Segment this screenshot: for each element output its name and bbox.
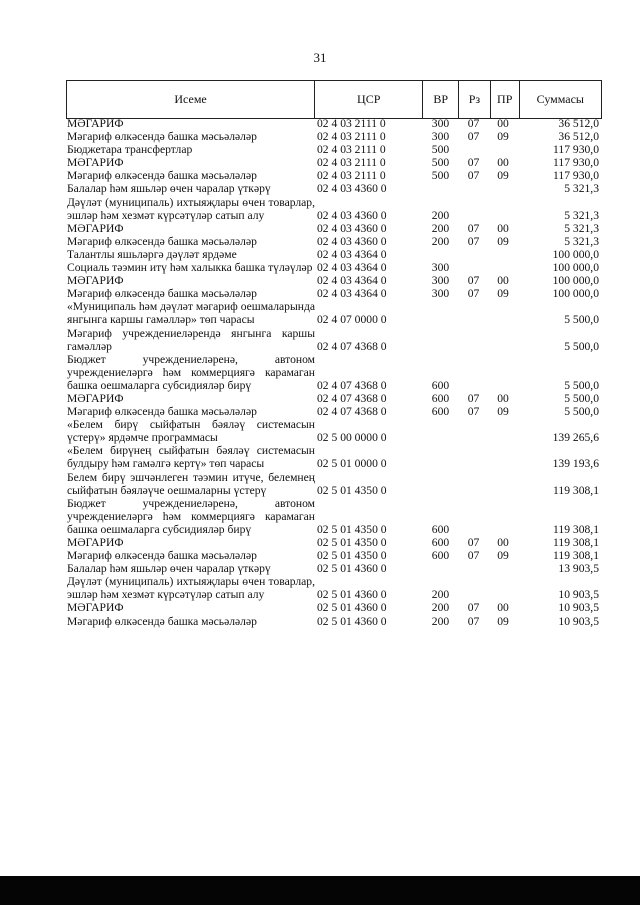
cell-sum: 5 500,0 — [564, 378, 599, 392]
table-row — [66, 392, 600, 405]
cell-csr: 02 5 01 4350 0 — [317, 483, 387, 497]
cell-sum: 5 321,3 — [564, 182, 599, 196]
cell-pr: 00 — [497, 221, 509, 235]
header-sum: Суммасы — [536, 92, 584, 106]
table-row — [66, 497, 600, 536]
cell-sum: 5 321,3 — [564, 234, 599, 248]
cell-name: Социаль тәэмин итү һәм халыкка башка түләүләр — [67, 261, 313, 275]
cell-sum: 5 500,0 — [564, 391, 599, 405]
table-row — [66, 353, 600, 392]
cell-vr: 300 — [431, 274, 450, 288]
header-rz: Рз — [459, 81, 491, 118]
cell-rz — [458, 261, 489, 274]
cell-csr: 02 5 01 4350 0 — [317, 522, 387, 536]
cell-csr: 02 4 03 4360 0 — [317, 208, 387, 222]
cell-name: Мәгариф өлкәсендә башка мәсьәләләр — [67, 169, 257, 183]
cell-pr — [489, 418, 517, 444]
cell-pr: 00 — [497, 156, 509, 170]
cell-vr — [423, 562, 458, 575]
cell-name: Мәгариф өлкәсендә башка мәсьәләләр — [67, 130, 257, 144]
cell-pr — [489, 261, 517, 274]
cell-name: МӘГАРИФ — [67, 601, 124, 615]
scan-edge — [0, 876, 640, 905]
cell-csr: 02 4 03 4360 0 — [317, 182, 387, 196]
cell-csr: 02 4 03 2111 0 — [317, 143, 386, 157]
cell-name: МӘГАРИФ — [67, 117, 124, 130]
cell-csr: 02 4 07 4368 0 — [317, 378, 387, 392]
cell-sum: 36 512,0 — [558, 117, 599, 130]
header-name: Исеме — [67, 81, 315, 118]
cell-name: Бюджет учреждениеләренә, автоном учреждениеләргә һәм коммерциягә карамаган башка оешмаларга субсидияләр бирү — [67, 496, 315, 536]
table-row — [66, 549, 600, 562]
cell-sum: 117 930,0 — [553, 143, 599, 157]
table-row — [66, 156, 600, 169]
cell-name: Балалар һәм яшьләр өчен чаралар үткәрү — [67, 562, 271, 576]
cell-vr: 600 — [431, 522, 450, 536]
cell-csr: 02 4 03 4364 0 — [317, 274, 387, 288]
table-row — [66, 405, 600, 418]
cell-name: МӘГАРИФ — [67, 221, 124, 235]
cell-pr: 09 — [497, 405, 509, 419]
cell-csr: 02 5 00 0000 0 — [317, 431, 387, 445]
cell-rz: 07 — [467, 274, 480, 288]
cell-rz — [458, 196, 489, 222]
cell-csr: 02 4 03 4364 0 — [317, 247, 387, 261]
table-row — [66, 471, 600, 497]
cell-vr: 200 — [431, 601, 450, 615]
cell-sum: 100 000,0 — [552, 261, 599, 275]
cell-pr — [489, 300, 517, 326]
cell-pr — [489, 575, 517, 601]
cell-sum: 13 903,5 — [558, 562, 599, 576]
cell-name: Мәгариф өлкәсендә башка мәсьәләләр — [67, 405, 257, 419]
cell-name: Мәгариф өлкәсендә башка мәсьәләләр — [67, 287, 257, 301]
header-csr: ЦСР — [315, 81, 423, 118]
cell-pr: 09 — [497, 234, 509, 248]
cell-sum: 5 500,0 — [564, 339, 599, 353]
cell-pr: 09 — [497, 549, 509, 563]
cell-sum: 117 930,0 — [553, 169, 599, 183]
table-row — [66, 130, 600, 143]
cell-csr: 02 5 01 4350 0 — [317, 536, 387, 549]
cell-pr — [489, 444, 517, 470]
cell-rz — [458, 143, 489, 156]
cell-csr: 02 4 03 4364 0 — [317, 287, 387, 301]
cell-pr — [489, 471, 517, 497]
cell-sum: 139 193,6 — [552, 457, 599, 471]
cell-name: Мәгариф өлкәсендә башка мәсьәләләр — [67, 234, 257, 248]
cell-csr: 02 4 03 4360 0 — [317, 221, 387, 235]
cell-vr: 300 — [431, 117, 450, 130]
cell-name: Дәүләт (муниципаль) ихтыяҗлары өчен товарлар, эшләр һәм хезмәт күрсәтүләр сатып алу — [67, 195, 315, 222]
cell-csr: 02 5 01 4350 0 — [317, 549, 387, 563]
cell-csr: 02 4 03 2111 0 — [317, 169, 386, 183]
cell-name: «Белем бирү сыйфатын бәяләү системасын үстерү» ярдәмче программасы — [67, 418, 315, 445]
header-vr: ВР — [423, 81, 459, 118]
cell-pr — [489, 562, 517, 575]
cell-rz: 07 — [467, 549, 480, 563]
cell-vr: 200 — [431, 234, 450, 248]
cell-vr — [423, 300, 458, 326]
table-row — [66, 117, 600, 130]
cell-name: Дәүләт (муниципаль) ихтыяҗлары өчен товарлар, эшләр һәм хезмәт күрсәтүләр сатып алу — [67, 575, 315, 602]
page-number: 31 — [313, 50, 327, 65]
table-row — [66, 274, 600, 287]
cell-vr: 200 — [431, 221, 450, 235]
cell-pr — [489, 248, 517, 261]
table-row — [66, 169, 600, 182]
cell-sum: 5 500,0 — [564, 405, 599, 419]
table-row — [66, 536, 600, 549]
cell-pr — [489, 182, 517, 195]
cell-csr: 02 4 07 4368 0 — [317, 391, 387, 405]
cell-csr: 02 4 07 0000 0 — [317, 313, 387, 327]
cell-rz — [458, 497, 489, 536]
cell-rz — [458, 562, 489, 575]
cell-sum: 100 000,0 — [552, 287, 599, 301]
cell-vr: 600 — [431, 536, 450, 549]
table-row — [66, 248, 600, 261]
cell-sum: 117 930,0 — [553, 156, 599, 170]
cell-vr — [423, 182, 458, 195]
cell-name: МӘГАРИФ — [67, 156, 124, 170]
cell-sum: 5 500,0 — [564, 313, 599, 327]
cell-vr — [423, 327, 458, 353]
cell-vr: 300 — [431, 130, 450, 144]
table-row — [66, 562, 600, 575]
cell-pr: 09 — [497, 130, 509, 144]
cell-pr: 00 — [497, 601, 509, 615]
cell-name: Балалар һәм яшьләр өчен чаралар үткәрү — [67, 182, 271, 196]
table-row — [66, 300, 600, 326]
cell-csr: 02 4 03 2111 0 — [317, 117, 386, 130]
table-row — [66, 182, 600, 195]
cell-rz — [458, 418, 489, 444]
cell-pr: 00 — [497, 536, 509, 549]
cell-sum: 119 308,1 — [553, 536, 599, 549]
cell-rz: 07 — [467, 536, 480, 549]
cell-csr: 02 5 01 4360 0 — [317, 588, 387, 602]
cell-vr: 200 — [431, 614, 450, 628]
cell-rz: 07 — [467, 234, 480, 248]
cell-name: Мәгариф өлкәсендә башка мәсьәләләр — [67, 549, 257, 563]
cell-pr — [489, 327, 517, 353]
cell-pr — [489, 497, 517, 536]
cell-sum: 100 000,0 — [552, 247, 599, 261]
cell-name: Мәгариф учреждениеләрендә янгынга каршы гамәлләр — [67, 326, 315, 353]
cell-csr: 02 4 03 2111 0 — [317, 156, 386, 170]
cell-name: «Муниципаль һәм дәүләт мәгариф оешмаларында янгынга каршы гамәлләр» төп чарасы — [67, 300, 315, 327]
cell-vr: 200 — [431, 208, 450, 222]
cell-vr: 600 — [431, 549, 450, 563]
cell-csr: 02 5 01 4360 0 — [317, 601, 387, 615]
cell-rz: 07 — [467, 117, 480, 130]
cell-vr: 500 — [431, 143, 450, 157]
cell-rz — [458, 353, 489, 392]
cell-pr: 09 — [497, 287, 509, 301]
cell-csr: 02 5 01 4360 0 — [317, 614, 387, 628]
cell-vr: 200 — [431, 588, 450, 602]
cell-csr: 02 4 03 2111 0 — [317, 130, 386, 144]
table-row — [66, 235, 600, 248]
table-row — [66, 575, 600, 601]
cell-rz: 07 — [467, 169, 480, 183]
cell-vr: 600 — [431, 405, 450, 419]
cell-sum: 139 265,6 — [552, 431, 599, 445]
cell-sum: 100 000,0 — [552, 274, 599, 288]
cell-sum: 36 512,0 — [558, 130, 599, 144]
cell-sum: 119 308,1 — [553, 522, 599, 536]
cell-sum: 10 903,5 — [558, 588, 599, 602]
cell-vr — [423, 418, 458, 444]
cell-csr: 02 5 01 0000 0 — [317, 457, 387, 471]
cell-name: Талантлы яшьләргә дәүләт ярдәме — [67, 247, 237, 261]
cell-vr — [423, 248, 458, 261]
cell-rz — [458, 248, 489, 261]
cell-rz: 07 — [467, 130, 480, 144]
cell-rz — [458, 444, 489, 470]
cell-sum: 5 321,3 — [564, 208, 599, 222]
cell-name: Бюджет учреждениеләренә, автоном учреждениеләргә һәм коммерциягә карамаган башка оешмаларга субсидияләр бирү — [67, 352, 315, 392]
cell-pr: 09 — [497, 614, 509, 628]
cell-csr: 02 4 03 4360 0 — [317, 234, 387, 248]
cell-name: Мәгариф өлкәсендә башка мәсьәләләр — [67, 614, 257, 628]
cell-vr: 500 — [431, 156, 450, 170]
cell-pr: 00 — [497, 391, 509, 405]
table-header — [66, 80, 602, 119]
cell-rz — [458, 327, 489, 353]
table-row — [66, 418, 600, 444]
cell-csr: 02 4 03 4364 0 — [317, 261, 387, 275]
cell-sum: 10 903,5 — [558, 614, 599, 628]
cell-sum: 119 308,1 — [553, 483, 599, 497]
cell-rz: 07 — [467, 601, 480, 615]
cell-name: Белем бирү эшчәнлеген тәэмин итүче, белемнең сыйфатын бәяләүче оешмаларны үстерү — [67, 470, 315, 497]
cell-pr — [489, 353, 517, 392]
cell-vr — [423, 471, 458, 497]
cell-rz: 07 — [467, 391, 480, 405]
table-body — [66, 117, 600, 628]
cell-rz — [458, 575, 489, 601]
cell-csr: 02 4 07 4368 0 — [317, 339, 387, 353]
header-pr: ПР — [491, 81, 520, 118]
cell-rz — [458, 300, 489, 326]
cell-rz: 07 — [467, 221, 480, 235]
cell-csr: 02 4 07 4368 0 — [317, 405, 387, 419]
table-row — [66, 196, 600, 222]
cell-rz — [458, 471, 489, 497]
table-row — [66, 287, 600, 300]
table-row — [66, 222, 600, 235]
cell-rz: 07 — [467, 156, 480, 170]
table-row — [66, 261, 600, 274]
cell-vr: 600 — [431, 378, 450, 392]
table-row — [66, 615, 600, 628]
cell-pr — [489, 143, 517, 156]
cell-name: МӘГАРИФ — [67, 274, 124, 288]
cell-vr — [423, 444, 458, 470]
cell-vr: 600 — [431, 391, 450, 405]
table-row — [66, 601, 600, 614]
cell-pr: 09 — [497, 169, 509, 183]
cell-sum: 5 321,3 — [564, 221, 599, 235]
cell-name: МӘГАРИФ — [67, 536, 124, 549]
table-row — [66, 143, 600, 156]
cell-rz: 07 — [467, 614, 480, 628]
table-row — [66, 444, 600, 470]
cell-pr: 00 — [497, 117, 509, 130]
cell-vr: 300 — [431, 287, 450, 301]
cell-sum: 119 308,1 — [553, 549, 599, 563]
cell-name: Бюджетара трансфертлар — [67, 143, 193, 157]
cell-pr — [489, 196, 517, 222]
cell-rz: 07 — [467, 287, 480, 301]
table-row — [66, 327, 600, 353]
cell-vr: 300 — [431, 261, 450, 275]
cell-name: МӘГАРИФ — [67, 391, 124, 405]
cell-sum: 10 903,5 — [558, 601, 599, 615]
cell-vr: 500 — [431, 169, 450, 183]
cell-rz — [458, 182, 489, 195]
cell-pr: 00 — [497, 274, 509, 288]
cell-rz: 07 — [467, 405, 480, 419]
cell-name: «Белем бирүнең сыйфатын бәяләү системасын булдыру һәм гамәлгә кертү» төп чарасы — [67, 444, 315, 471]
cell-csr: 02 5 01 4360 0 — [317, 562, 387, 576]
